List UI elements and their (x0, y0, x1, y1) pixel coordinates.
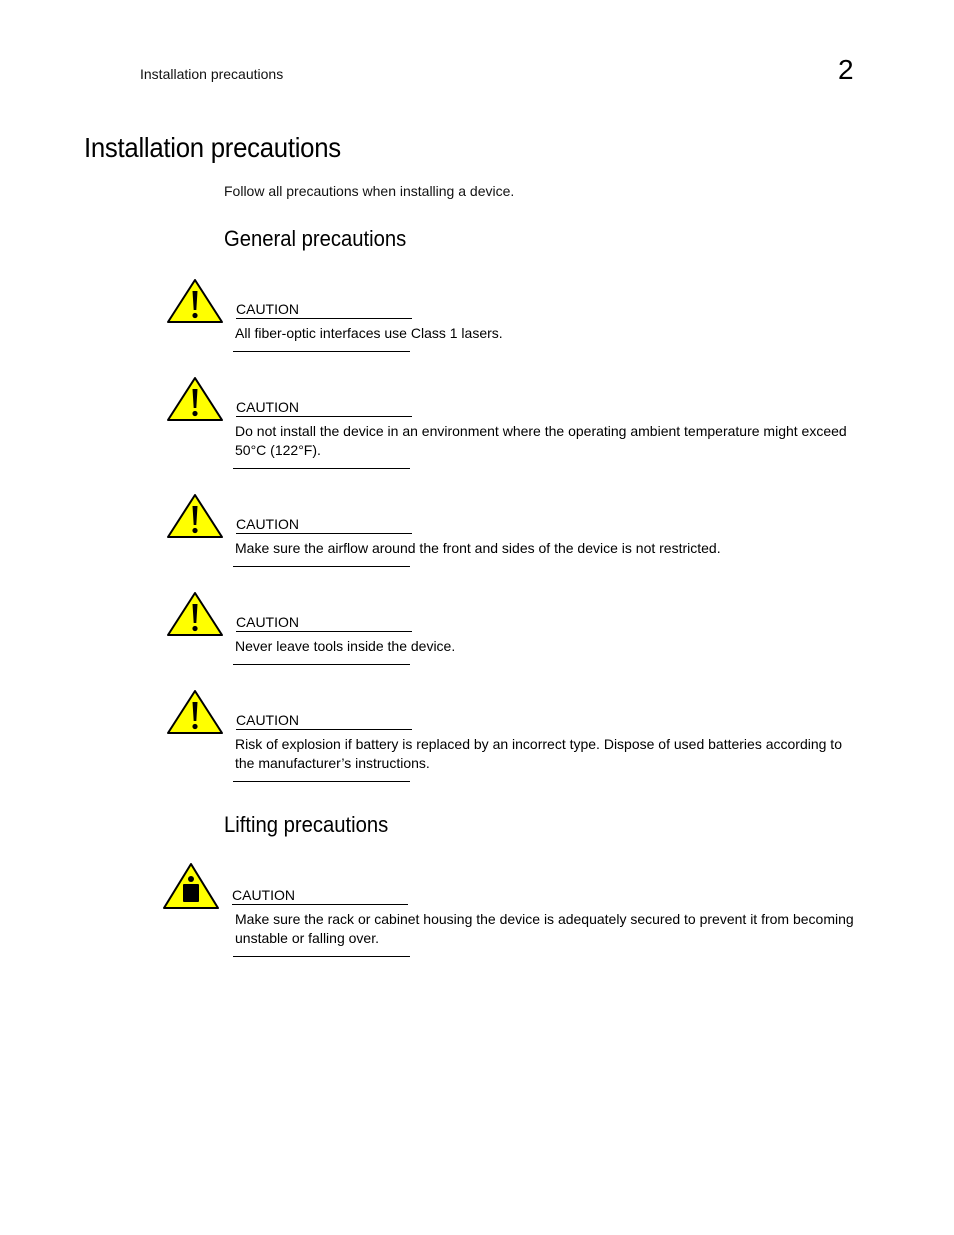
caution-text: Never leave tools inside the device. (235, 638, 456, 654)
general-precautions-heading: General precautions (224, 226, 407, 251)
caution-label: CAUTION (236, 399, 412, 417)
warning-triangle-icon (166, 689, 224, 735)
caution-label: CAUTION (236, 712, 412, 730)
warning-triangle-icon (166, 591, 224, 637)
notice-divider (233, 956, 410, 957)
warning-triangle-icon (166, 376, 224, 422)
warning-triangle-icon (166, 493, 224, 539)
caution-text: Do not install the device in an environment where the operating ambient temperature might exceed 50°C (122°F). (235, 423, 847, 458)
caution-label: CAUTION (236, 516, 412, 534)
running-header: Installation precautions (140, 66, 284, 82)
caution-text: Make sure the airflow around the front and sides of the device is not restricted. (235, 540, 721, 556)
notice-divider (233, 468, 410, 469)
notice-divider (233, 351, 410, 352)
caution-label: CAUTION (236, 301, 412, 319)
warning-triangle-icon (166, 278, 224, 324)
caution-text: Make sure the rack or cabinet housing the device is adequately secured to prevent it from becoming unstable or falling over. (235, 911, 854, 946)
chapter-number: 2 (838, 54, 854, 85)
caution-label: CAUTION (232, 887, 408, 905)
caution-text: Risk of explosion if battery is replaced by an incorrect type. Dispose of used batteries according to the manufacturer’s instructions. (235, 736, 842, 771)
notice-divider (233, 664, 410, 665)
notice-divider (233, 566, 410, 567)
notice-divider (233, 781, 410, 782)
intro-text: Follow all precautions when installing a device. (224, 183, 515, 199)
lifting-precautions-heading: Lifting precautions (224, 812, 389, 837)
heavy-weight-warning-icon (162, 862, 220, 910)
page-title: Installation precautions (84, 132, 341, 163)
caution-label: CAUTION (236, 614, 412, 632)
caution-text: All fiber-optic interfaces use Class 1 lasers. (235, 325, 503, 341)
